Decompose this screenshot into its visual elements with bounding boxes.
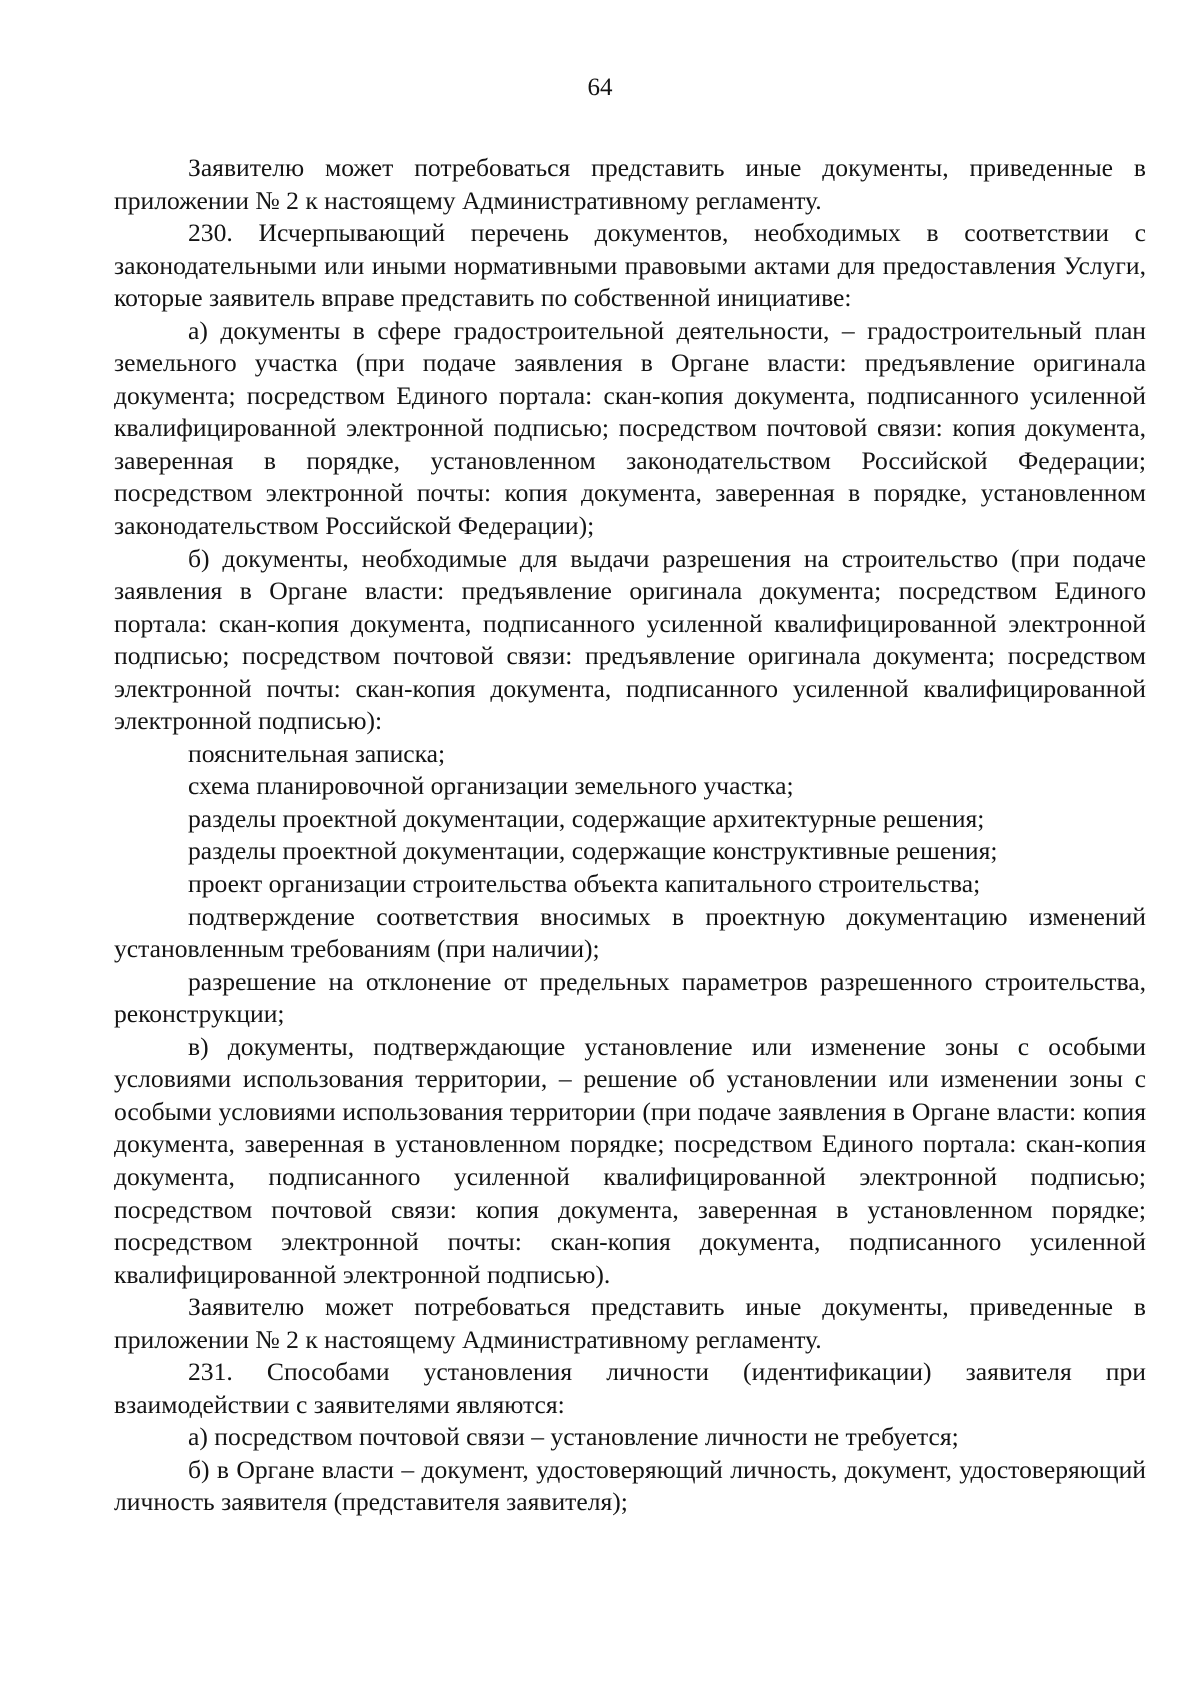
list-item-deviation-permit: разрешение на отклонение от предельных параметров разрешенного строительства, реконструкции; [114,966,1146,1029]
list-item-structural-sections: разделы проектной документации, содержащие конструктивные решения; [188,836,998,866]
list-item-site-layout-scheme: схема планировочной организации земельного участка; [188,771,794,801]
paragraph-230-v-special-zones: в) документы, подтверждающие установление или изменение зоны с особыми условиями использования территории, – решение об установлении или изменении зоны с особыми условиями использования территории (при подаче заявления в Органе власти: копия документа, заверенная в установленном порядке; посредством Единого портала: скан-копия документа, подписанного усиленной квалифицированной электронной подписью; посредством почтовой связи: копия документа, заверенная в установленном порядке; посредством электронной почты: скан-копия документа, подписанного усиленной квалифицированной электронной подписью). [114,1031,1146,1289]
paragraph-230-b-building-permit: б) документы, необходимые для выдачи разрешения на строительство (при подаче заявления в Органе власти: предъявление оригинала документа; посредством Единого портала: скан-копия документа, подписанного усиленной квалифицированной электронной подписью; посредством почтовой связи: предъявление оригинала документа; посредством электронной почты: скан-копия документа, подписанного усиленной квалифицированной электронной подписью): [114,543,1146,736]
paragraph-231-a-postal: а) посредством почтовой связи – установление личности не требуется; [188,1422,959,1452]
page-number: 64 [587,74,613,101]
paragraph-231-b-authority: б) в Органе власти – документ, удостоверяющий личность, документ, удостоверяющий личность заявителя (представителя заявителя); [114,1454,1146,1517]
paragraph-applicant-other-documents-repeat: Заявителю может потребоваться представить иные документы, приведенные в приложении № 2 к настоящему Административному регламенту. [114,1292,1146,1354]
list-item-compliance-confirmation: подтверждение соответствия вносимых в проектную документацию изменений установленным требованиям (при наличии); [114,901,1146,964]
list-item-construction-project: проект организации строительства объекта капитального строительства; [188,869,981,899]
list-item-explanatory-note: пояснительная записка; [188,738,446,768]
list-item-architectural-sections: разделы проектной документации, содержащие архитектурные решения; [188,803,985,833]
paragraph-applicant-other-documents: Заявителю может потребоваться представить иные документы, приведенные в приложении № 2 к настоящему Административному регламенту. [114,153,1146,215]
document-body [114,152,1146,1519]
paragraph-230-a-urban-planning: а) документы в сфере градостроительной деятельности, – градостроительный план земельного участка (при подаче заявления в Органе власти: предъявление оригинала документа; посредством Единого портала: скан-копия документа, подписанного усиленной квалифицированной электронной подписью; посредством почтовой связи: копия документа, заверенная в порядке, установленном законодательством Российской Федерации; посредством электронной почты: копия документа, заверенная в порядке, установленном законодательством Российской Федерации); [114,315,1146,541]
paragraph-230-document-list: 230. Исчерпывающий перечень документов, необходимых в соответствии с законодательными или иными нормативными правовыми актами для предоставления Услуги, которые заявитель вправе представить по собственной инициативе: [114,218,1146,313]
paragraph-231-identification-methods: 231. Способами установления личности (идентификации) заявителя при взаимодействии с заявителями являются: [114,1357,1146,1419]
